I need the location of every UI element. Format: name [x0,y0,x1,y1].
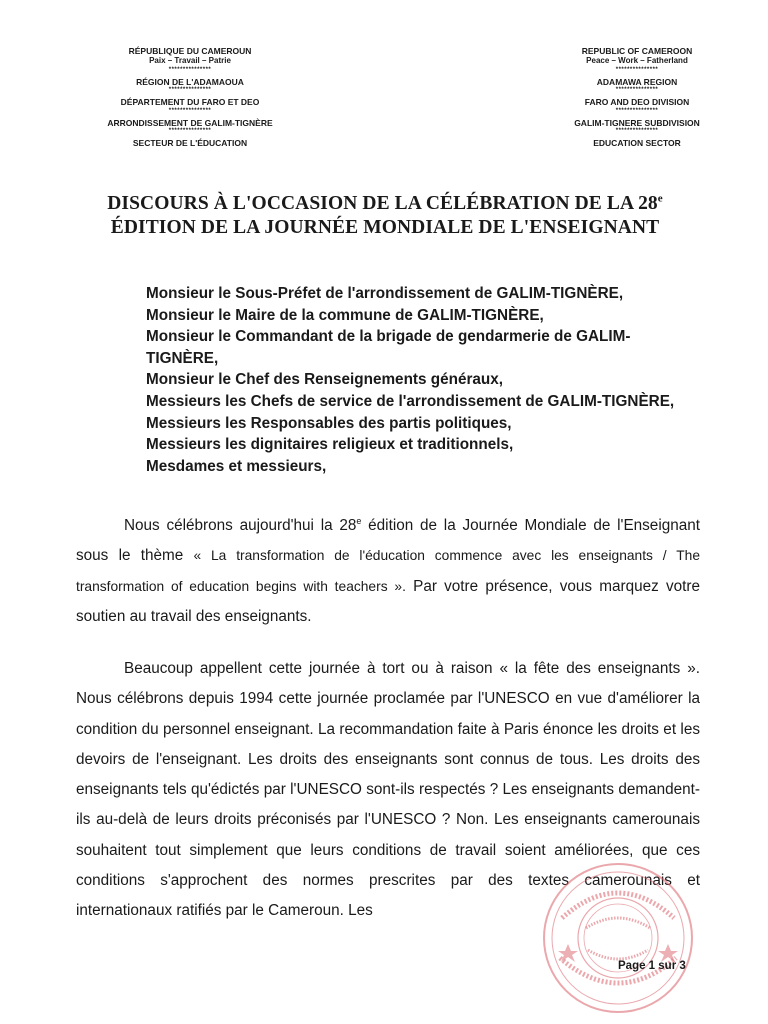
salutation-line: Mesdames et messieurs, [146,457,327,475]
ordinal-sup: e [356,515,362,526]
separator-stars: *************** [168,87,212,94]
separator-stars: *************** [615,87,659,94]
paragraph-1-text: édition de la Journée Mondiale de l'Enseignant sous le thème [76,517,700,565]
salutations-list [146,283,706,477]
title-line-2: ÉDITION DE LA JOURNÉE MONDIALE DE L'ENSEIGNANT [110,217,660,238]
subdivision-en: GALIM-TIGNERE SUBDIVISION [574,117,700,128]
salutation-line: Monsieur le Chef des Renseignements généraux, [146,371,504,389]
theme-quote: « La transformation de l'éducation commence avec les enseignants / The transformation of education begins with teachers ». [76,548,700,594]
title-line-1 [40,192,730,216]
motto-fr: Paix – Travail – Patrie [149,56,231,66]
region-fr: RÉGION DE L'ADAMAOUA [136,76,244,87]
separator-stars: *************** [168,66,212,73]
country-name-en: REPUBLIC OF CAMEROON [581,46,693,56]
salutation-line: Monsieur le Commandant de la brigade de gendarmerie de GALIM- [146,328,631,346]
official-stamp [538,858,698,1018]
salutation-line: Monsieur le Sous-Préfet de l'arrondissement de GALIM-TIGNÈRE, [146,285,624,302]
document-title [40,192,730,240]
paragraph-1-text: Par votre présence, vous marquez votre soutien au travail des enseignants. [76,577,700,625]
separator-stars: *************** [615,66,659,73]
department-fr: DÉPARTEMENT DU FARO ET DEO [120,97,260,108]
page-number: Page 1 sur 3 [618,960,686,972]
sector-fr: SECTEUR DE L'ÉDUCATION [132,138,248,149]
subdivision-fr: ARRONDISSEMENT DE GALIM-TIGNÈRE [107,117,273,128]
separator-stars: *************** [168,128,212,135]
header-right [532,46,742,148]
salutation-line: TIGNÈRE, [146,349,219,367]
title-ordinal-sup: e [657,192,663,205]
paragraph-2-text: Beaucoup appellent cette journée à tort ou à raison « la fête des enseignants ». Nous célébrons depuis 1994 cette journée proclamée par l'UNESCO en vue d'améliorer la condition du personnel enseignant. La recommandation faite à Paris énonce les droits et les devoirs de l'enseignant. Les droits des enseignants sont connus de tous. Les droits des enseignants tels qu'édictés par l'UNESCO sont-ils respectés ? Les enseignants demandent-ils au-delà de leurs droits préconisés par l'UNESCO ? Non. Les enseignants camerounais souhaitent tout simplement que leurs conditions de travail soient améliorées, que ces conditions s'approchent des normes prescrites par des textes camerounais et internationaux ratifiés par le Cameroun. Les [76,660,700,920]
separator-stars: *************** [615,107,659,114]
salutation-line: Messieurs les dignitaires religieux et traditionnels, [146,436,514,454]
salutation-line: Messieurs les Responsables des partis politiques, [146,414,512,432]
salutation-line: Messieurs les Chefs de service de l'arrondissement de GALIM-TIGNÈRE, [146,392,675,410]
salutation-line: Monsieur le Maire de la commune de GALIM-TIGNÈRE, [146,306,544,324]
region-en: ADAMAWA REGION [596,76,678,87]
title-line-1-text: DISCOURS À L'OCCASION DE LA CÉLÉBRATION DE LA 28 [107,193,658,214]
division-en: FARO AND DEO DIVISION [584,97,690,108]
paragraph-1 [76,511,700,632]
separator-stars: *************** [615,128,659,135]
country-name-fr: RÉPUBLIQUE DU CAMEROUN [128,46,252,56]
paragraph-1-text: Nous célébrons aujourd'hui la 28 [124,517,357,534]
header-left [75,46,305,148]
motto-en: Peace – Work – Fatherland [586,56,688,66]
separator-stars: *************** [168,107,212,114]
sector-en: EDUCATION SECTOR [593,138,681,149]
